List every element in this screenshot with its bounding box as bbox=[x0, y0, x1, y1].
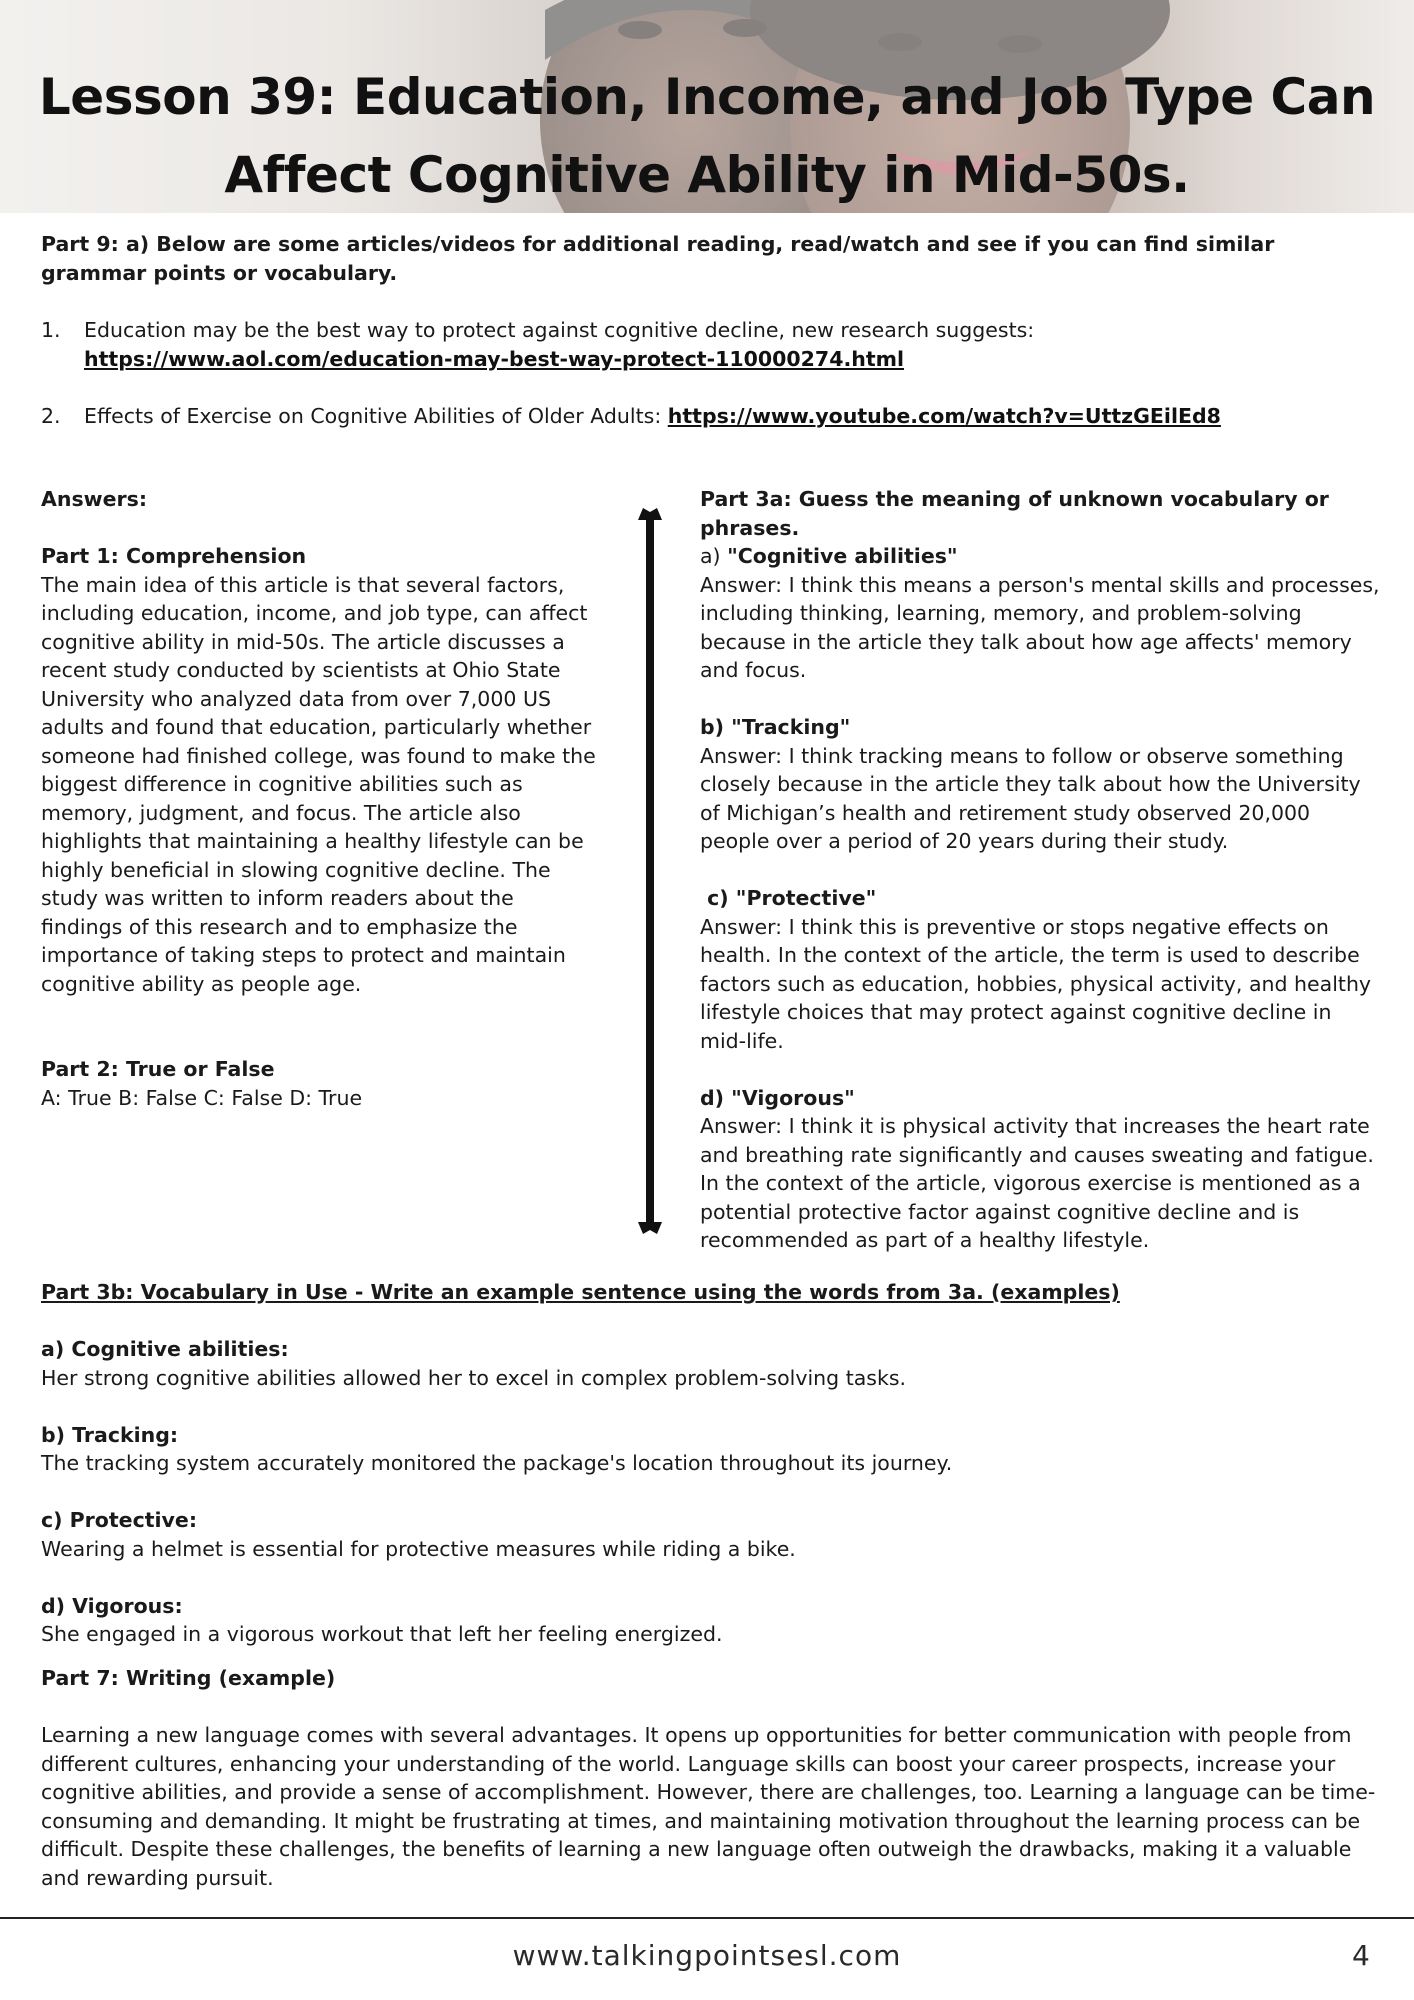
link-description: Effects of Exercise on Cognitive Abilities of Older Adults: bbox=[84, 403, 668, 428]
term-prefix: a) bbox=[700, 544, 728, 568]
link-description: Education may be the best way to protect against cognitive decline, new research suggests: bbox=[84, 318, 1035, 342]
example-term: b) Tracking: bbox=[41, 1422, 179, 1447]
page-number: 4 bbox=[1352, 1939, 1370, 1972]
page-title bbox=[0, 58, 1414, 213]
vocab-item-term: b) "Tracking" bbox=[700, 715, 851, 739]
resource-links bbox=[41, 316, 1381, 459]
header-banner bbox=[0, 0, 1414, 213]
list-item-text bbox=[84, 316, 1381, 373]
part1-heading: Part 1: Comprehension bbox=[41, 544, 307, 568]
part7-section bbox=[41, 1664, 1381, 1892]
column-divider bbox=[636, 506, 664, 1236]
part3a-column bbox=[700, 485, 1380, 1255]
example-sentence: Her strong cognitive abilities allowed her to excel in complex problem-solving tasks. bbox=[41, 1365, 907, 1390]
answers-heading: Answers: bbox=[41, 487, 148, 511]
youtube-video-link[interactable]: https://www.youtube.com/watch?v=UttzGEilEd8 bbox=[667, 403, 1221, 428]
example-term: d) Vigorous: bbox=[41, 1593, 183, 1618]
part2-heading: Part 2: True or False bbox=[41, 1057, 275, 1081]
title-line-1: Lesson 39: Education, Income, and Job Type Can bbox=[38, 68, 1376, 126]
answers-column bbox=[41, 485, 601, 1112]
vocab-item-answer: Answer: I think this means a person's mental skills and processes, including thinking, learning, memory, and problem-solving because in the article they talk about how age affects' memory and focus. bbox=[700, 572, 1380, 682]
aol-article-link[interactable]: https://www.aol.com/education-may-best-way-protect-110000274.html bbox=[84, 346, 905, 371]
part7-writing-text: Learning a new language comes with several advantages. It opens up opportunities for better communication with people from different cultures, enhancing your understanding of the world. Language skills can boost your career prospects, increase your cognitive abilities, and provide a sense of accomplishment. However, there are challenges, too. Learning a language can be time-consuming and demanding. It might be frustrating at times, and maintaining motivation throughout the learning process can be difficult. Despite these challenges, the benefits of learning a new language often outweigh the drawbacks, making it a valuable and rewarding pursuit. bbox=[41, 1723, 1376, 1890]
example-term: a) Cognitive abilities: bbox=[41, 1337, 289, 1361]
vocab-item-term: d) "Vigorous" bbox=[700, 1085, 855, 1110]
term-label: "Cognitive abilities" bbox=[727, 544, 958, 568]
part1-answer-text: The main idea of this article is that several factors, including education, income, and job type, can affect cognitive ability in mid-50s. The article discusses a recent study conducted by scientists at Ohio State University who analyzed data from over 7,000 US adults and found that education, particularly whether someone had finished college, was found to make the biggest difference in cognitive abilities such as memory, judgment, and focus. The article also highlights that maintaining a healthy lifestyle can be highly beneficial in slowing cognitive decline. The study was written to inform readers about the findings of this research and to emphasize the importance of taking steps to protect and maintain cognitive ability as people age. bbox=[41, 572, 596, 996]
example-sentence: The tracking system accurately monitored the package's location throughout its journey. bbox=[41, 1451, 953, 1475]
example-sentence: She engaged in a vigorous workout that left her feeling energized. bbox=[41, 1622, 723, 1646]
part2-answer-text: A: True B: False C: False D: True bbox=[41, 1085, 363, 1110]
example-sentence: Wearing a helmet is essential for protective measures while riding a bike. bbox=[41, 1536, 796, 1561]
footer-website[interactable]: www.talkingpointsesl.com bbox=[512, 1939, 902, 1972]
list-item bbox=[41, 402, 1381, 431]
vocab-item-answer: Answer: I think tracking means to follow or observe something closely because in the article they talk about how the University of Michigan’s health and retirement study observed 20,000 people over a period of 20 years during their study. bbox=[700, 743, 1361, 853]
vocab-item-term: c) "Protective" bbox=[700, 886, 877, 910]
list-item-text bbox=[84, 402, 1221, 431]
part3b-section bbox=[41, 1278, 1381, 1649]
part9-heading: Part 9: a) Below are some articles/videos for additional reading, read/watch and see if you can find similar grammar points or vocabulary. bbox=[41, 232, 1275, 285]
list-number: 1. bbox=[41, 318, 61, 342]
vocab-item-answer: Answer: I think this is preventive or stops negative effects on health. In the context of the article, the term is used to describe factors such as education, hobbies, physical activity, and healthy lifestyle choices that may protect against cognitive decline in mid-life. bbox=[700, 914, 1372, 1053]
footer-divider bbox=[0, 1917, 1414, 1919]
list-item bbox=[41, 316, 1381, 373]
vocab-item-answer: Answer: I think it is physical activity that increases the heart rate and breathing rate significantly and causes sweating and fatigue. In the context of the article, vigorous exercise is mentioned as a potential protective factor against cognitive decline and is recommended as part of a healthy lifestyle. bbox=[700, 1114, 1374, 1252]
title-line-2: Affect Cognitive Ability in Mid-50s. bbox=[224, 146, 1190, 204]
part7-heading: Part 7: Writing (example) bbox=[41, 1666, 336, 1690]
vocab-item-term bbox=[700, 542, 1380, 571]
example-term: c) Protective: bbox=[41, 1508, 198, 1532]
list-number: 2. bbox=[41, 403, 61, 428]
part3a-heading: Part 3a: Guess the meaning of unknown vocabulary or phrases. bbox=[700, 487, 1329, 540]
part3b-heading: Part 3b: Vocabulary in Use - Write an example sentence using the words from 3a. (examples) bbox=[41, 1280, 1120, 1304]
